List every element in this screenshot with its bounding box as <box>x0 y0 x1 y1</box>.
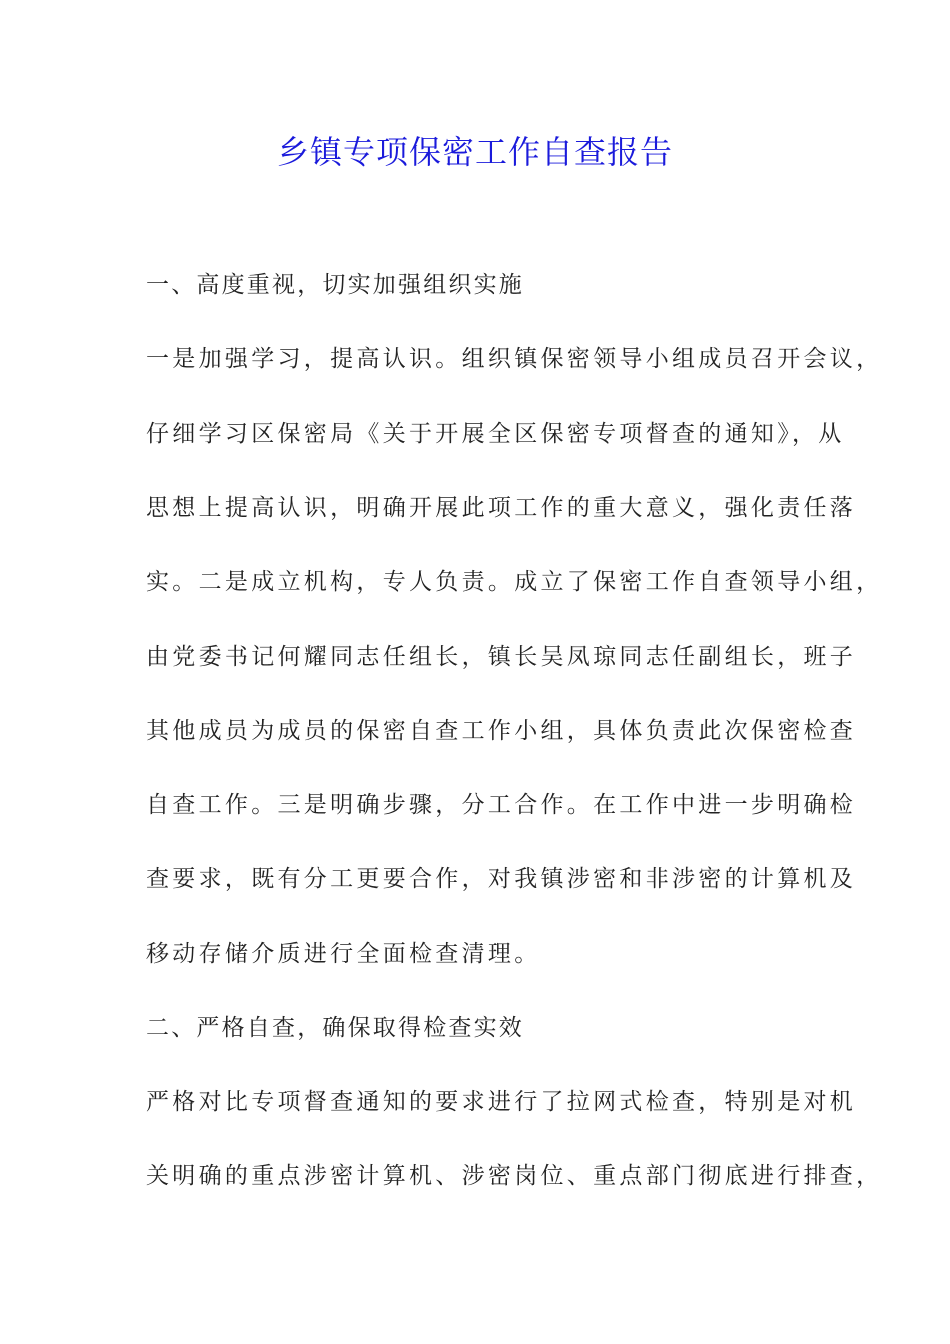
paragraph-line: 查要求，既有分工更要合作，对我镇涉密和非涉密的计算机及 <box>146 866 857 892</box>
paragraph-line: 由党委书记何耀同志任组长，镇长吴凤琼同志任副组长，班子 <box>146 644 857 670</box>
paragraph-line: 移动存储介质进行全面检查清理。 <box>146 941 541 967</box>
section-heading-1: 一、高度重视，切实加强组织实施 <box>146 272 524 298</box>
paragraph-line: 其他成员为成员的保密自查工作小组，具体负责此次保密检查 <box>146 718 857 744</box>
document-title: 乡镇专项保密工作自查报告 <box>276 133 673 171</box>
section-heading-2: 二、严格自查，确保取得检查实效 <box>146 1015 524 1041</box>
paragraph-line: 自查工作。三是明确步骤，分工合作。在工作中进一步明确检 <box>146 792 857 818</box>
paragraph-line: 仔细学习区保密局《关于开展全区保密专项督查的通知》，从 <box>146 421 845 447</box>
paragraph-line: 思想上提高认识，明确开展此项工作的重大意义，强化责任落 <box>146 495 857 521</box>
paragraph-line: 严格对比专项督查通知的要求进行了拉网式检查，特别是对机 <box>146 1089 857 1115</box>
paragraph-line: 关明确的重点涉密计算机、涉密岗位、重点部门彻底进行排查， <box>146 1163 883 1189</box>
paragraph-line: 一是加强学习，提高认识。组织镇保密领导小组成员召开会议， <box>146 346 883 372</box>
paragraph-line: 实。二是成立机构，专人负责。成立了保密工作自查领导小组， <box>146 569 883 595</box>
